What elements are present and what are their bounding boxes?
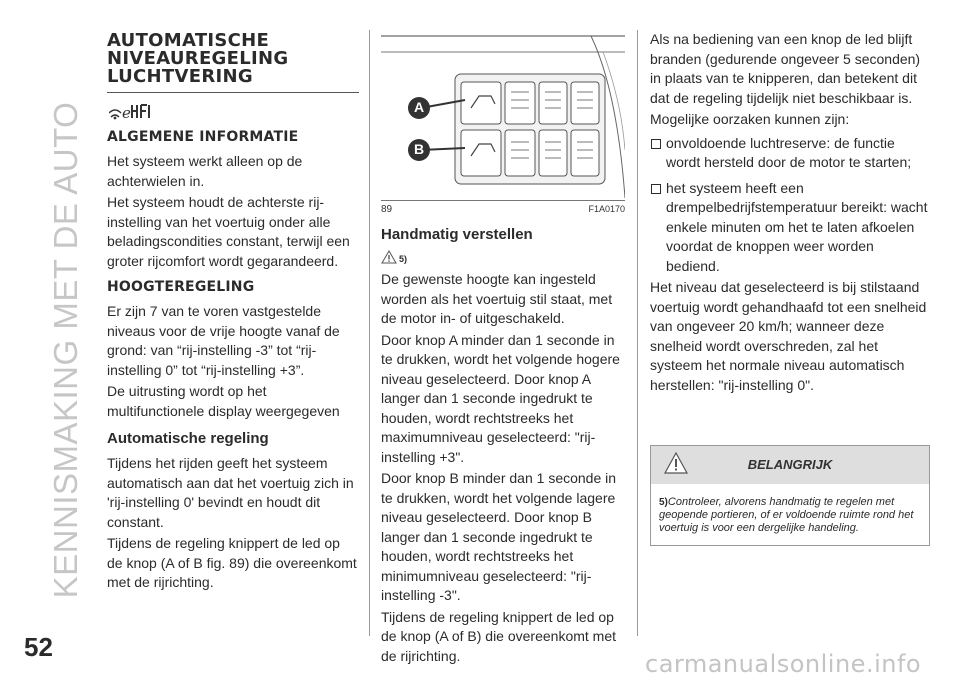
section-heading-general: ALGEMENE INFORMATIE [107,129,299,145]
column-left [107,30,359,601]
paragraph: Door knop B minder dan 1 seconde in te drukken, wordt het volgende lagere niveau geselecteerd. Door knop B langer dan 1 seconde ingedrukt te houden, wordt rechtstreeks het minimumniveau geselecteerd: "rij-instelling -3". [381,470,617,603]
title-rule [107,92,359,93]
column-right [650,30,930,546]
figure-code: F1A0170 [588,204,625,214]
side-chapter-tab [30,30,90,630]
svg-text:e: e [122,104,131,121]
chapter-title: KENNISMAKING MET DE AUTO [47,101,84,599]
page-number: 52 [24,632,53,662]
important-title: BELANGRIJK [747,457,833,472]
paragraph: Mogelijke oorzaken kunnen zijn: [650,111,850,127]
list-item: onvoldoende luchtreserve: de functie wordt hersteld door de motor te starten; [650,134,930,173]
checkbox-bullet-icon [651,139,661,149]
column-middle [381,30,625,674]
subheading-manual: Handmatig verstellen [381,226,533,243]
warning-reference [381,250,625,264]
section-heading-height: HOOGTEREGELING [107,279,255,295]
paragraph: Tijdens het rijden geeft het systeem automatisch aan dat het voertuig zich in 'rij-instelling 0' bevindt en houdt dit constant. [107,455,354,530]
paragraph: Er zijn 7 van te voren vastgestelde niveaus voor de vrije hoogte vanaf de grond: van “rij-instelling -3” tot “rij-instelling 0” tot “rij-instelling +3”. [107,303,340,378]
column-divider [637,30,638,636]
figure-89 [381,30,625,201]
paragraph: Het niveau dat geselecteerd is bij stilstaand voertuig wordt gehandhaafd tot een snelheid van ongeveer 20 km/h; wanneer deze snelheid wordt overschreden, zal het systeem het normale niveau automatisch herstellen: "rij-instelling 0". [650,279,927,393]
important-header [651,446,929,484]
height-buttons-illustration [381,30,625,200]
warning-ref-number: 5) [399,254,408,264]
figure-caption [381,204,625,215]
list-item: het systeem heeft een drempelbedrijfstemperatuur bereikt: wacht enkele minuten om het te laten afkoelen voordat de knoppen weer worden bediend. [650,179,930,277]
figure-number: 89 [381,204,393,215]
checkbox-bullet-icon [651,184,661,194]
important-text: Controleer, alvorens handmatig te regelen met geopende portieren, of er voldoende ruimte rond het voertuig is voor een dergelijke handeling. [659,496,914,534]
warning-triangle-icon [381,250,397,264]
callout-a: A [413,99,425,115]
paragraph: Het systeem werkt alleen op de achterwielen in. [107,153,303,189]
paragraph: De gewenste hoogte kan ingesteld worden als het voertuig stil staat, met de motor in- of uitgeschakeld. [381,271,613,326]
important-ref: 5) [659,497,668,508]
column-divider [369,30,370,636]
paragraph: Het systeem houdt de achterste rij-instelling van het voertuig onder alle beladingscondities constant, terwijl een groter rijcomfort wordt gegarandeerd. [107,194,350,269]
callout-b: B [413,141,425,157]
paragraph: De uitrusting wordt op het multifunctionele display weergegeven [107,383,340,419]
paragraph: Door knop A minder dan 1 seconde in te drukken, wordt het volgende hogere niveau geselecteerd. Door knop A langer dan 1 seconde ingedrukt te houden, wordt rechtstreeks het maximumniveau geselecteerd: "rij-instelling +3". [381,331,620,465]
paragraph: Tijdens de regeling knippert de led op de knop (A of B) die overeenkomt met de rijrichting. [381,608,617,664]
page-title: AUTOMATISCHE NIVEAUREGELING LUCHTVERING [107,30,289,87]
wifi-connectivity-icon [109,99,359,121]
paragraph: Tijdens de regeling knippert de led op de knop (A of B fig. 89) die overeenkomt met de rijrichting. [107,535,357,590]
important-notice-box [650,445,930,546]
watermark: carmanualsonline.info [645,650,922,678]
paragraph: Als na bediening van een knop de led blijft branden (gedurende ongeveer 5 seconden) in plaats van te knipperen, dan betekent dit dat de regeling tijdelijk niet beschikbaar is. [650,31,921,106]
subheading-automatic: Automatische regeling [107,430,269,447]
important-body [651,484,929,545]
